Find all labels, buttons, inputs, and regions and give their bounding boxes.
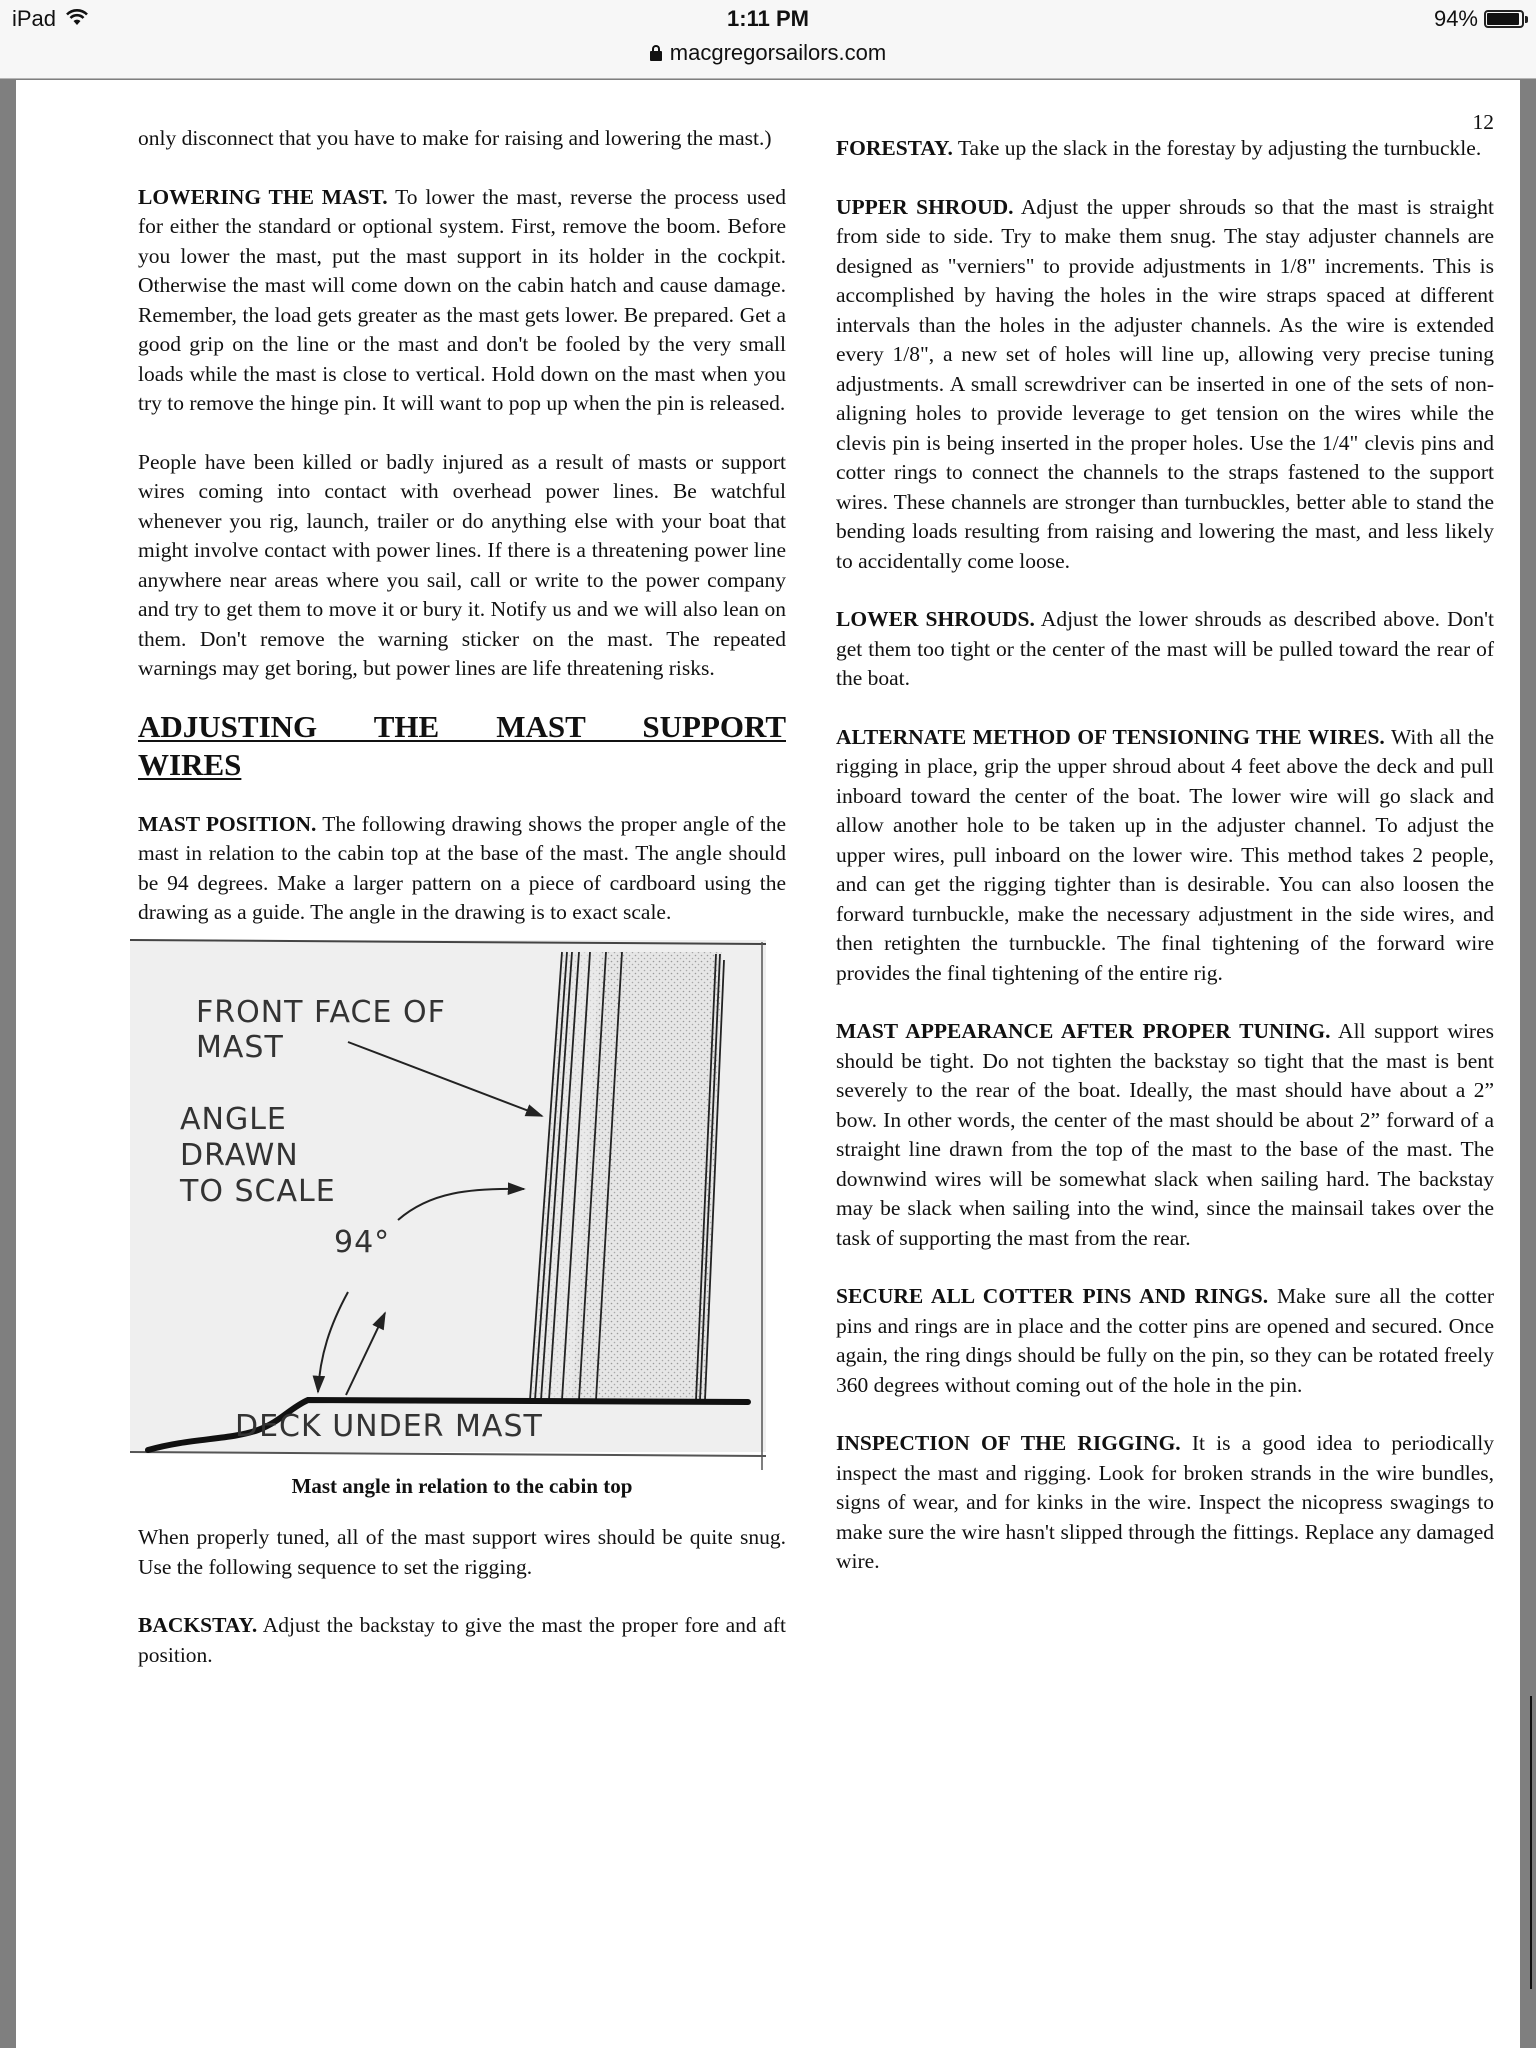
paragraph-title: INSPECTION OF THE RIGGING. [836, 1431, 1181, 1455]
paragraph-title: ALTERNATE METHOD OF TENSIONING THE WIRES. [836, 724, 1385, 749]
battery-percent: 94% [1433, 6, 1478, 31]
figure-label-deck: DECK UNDER MAST [235, 1408, 543, 1444]
section-heading: ADJUSTING THE MAST SUPPORT WIRES [138, 708, 786, 782]
page-number: 12 [1472, 110, 1494, 134]
paragraph-inspection: INSPECTION OF THE RIGGING. It is a good idea to periodically inspect the mast and rigging. Look for broken strands in the wire bundles, signs of wear, and for kinks in the wire. Inspect the nicopress swagings to make sure the wire hasn't slipped through the fittings. Replace any damaged wire. [836, 1431, 1495, 1573]
paragraph-title: LOWER SHROUDS. [836, 607, 1035, 631]
right-column [836, 110, 1494, 1606]
paragraph-alternate-method: ALTERNATE METHOD OF TENSIONING THE WIRES. With all the rigging in place, grip the upper shroud about 4 feet above the deck and pull inboard toward the center of the boat. The lower wire will go slack and allow another hole to be taken up in the adjuster channel. To adjust the upper wires, pull inboard on the lower wire. This method takes 2 people, and can get the rigging tighter than is desirable. You can also loosen the forward turnbuckle, make the necessary adjustment in the side wires, and then retighten the turnbuckle. The final tightening of the forward wire provides the final tightening of the entire rig. [836, 724, 1494, 985]
paragraph-secure-cotter-pins: SECURE ALL COTTER PINS AND RINGS. Make sure all the cotter pins and rings are in place and the cotter pins are opened and secured. Once again, the ring dings should be fully on the pin, so they can be rotated freely 360 degrees without coming out of the hole in the pin. [836, 1284, 1494, 1397]
mast-angle-diagram [130, 930, 766, 1470]
figure-label-drawn: DRAWN [180, 1137, 299, 1173]
status-bar-right [1434, 6, 1524, 32]
address-bar[interactable] [0, 40, 1536, 66]
paragraph-properly-tuned: When properly tuned, all of the mast support wires should be quite snug. Use the following sequence to set the rigging. [138, 1525, 786, 1579]
document-page[interactable] [16, 80, 1520, 2048]
paragraph-title: MAST POSITION. [138, 811, 317, 836]
paragraph-backstay: BACKSTAY. Adjust the backstay to give the mast the proper fore and aft position. [138, 1613, 786, 1667]
figure-label-mast: MAST [196, 1029, 284, 1065]
paragraph-lowering-the-mast: LOWERING THE MAST. To lower the mast, reverse the process used for either the standard or optional system. First, remove the boom. Before you lower the mast, put the mast support in its holder in the cockpit. Otherwise the mast will come down on the cabin hatch and cause damage. Remember, the load gets greater as the mast gets lower. Be prepared. Get a good grip on the line or the mast and don't be fooled by the very small loads while the mast is close to vertical. Hold down on the mast when you try to remove the hinge pin. It will want to pop up when the pin is released. [138, 184, 786, 415]
figure-label-angle: ANGLE [180, 1101, 287, 1137]
safari-chrome [0, 0, 1536, 79]
page-edge-rule [1530, 1696, 1532, 1989]
figure-label-to-scale: TO SCALE [180, 1173, 336, 1209]
figure-label-front-face: FRONT FACE OF [196, 994, 446, 1030]
figure-label-degrees: 94° [334, 1224, 391, 1260]
url-text[interactable]: macgregorsailors.com [669, 40, 887, 65]
figure-caption: Mast angle in relation to the cabin top [291, 1473, 633, 1498]
paragraph-lower-shrouds: LOWER SHROUDS. Adjust the lower shrouds as described above. Don't get them too tight or the center of the mast will be pulled toward the rear of the boat. [836, 607, 1494, 690]
paragraph-forestay: FORESTAY. Take up the slack in the forestay by adjusting the turnbuckle. [836, 136, 1482, 160]
paragraph-mast-appearance: MAST APPEARANCE AFTER PROPER TUNING. All support wires should be tight. Do not tighten the backstay so tight that the mast is bent severely to the rear of the boat. Ideally, the mast should have about a 2” bow. In other words, the center of the mast should be about 2” forward of a straight line drawn from the top of the mast to the base of the mast. The downwind wires will be somewhat slack when sailing hard. The backstay may be slack when sailing into the wind, since the mainsail takes over the task of supporting the mast from the rear. [836, 1019, 1494, 1250]
status-bar-time: 1:11 PM [727, 6, 809, 31]
paragraph-power-line-warning: People have been killed or badly injured as a result of masts or support wires coming into contact with overhead power lines. Be watchful whenever you rig, launch, trailer or do anything else with your boat that might involve contact with power lines. If there is a threatening power line anywhere near areas where you sail, call or write to the power company and try to get them to move it or bury it. Notify us and we will also lean on them. Don't remove the warning sticker on the mast. The repeated warnings may get boring, but power lines are life threatening risks. [138, 449, 786, 680]
paragraph-continuation: only disconnect that you have to make for raising and lowering the mast.) [138, 126, 772, 150]
paragraph-title: LOWERING THE MAST. [138, 184, 388, 209]
paragraph-mast-position: MAST POSITION. The following drawing shows the proper angle of the mast in relation to the cabin top at the base of the mast. The angle should be 94 degrees. Make a larger pattern on a piece of cardboard using the drawing as a guide. The angle in the drawing is to exact scale. [138, 811, 786, 924]
left-column [138, 124, 786, 1699]
paragraph-title: SECURE ALL COTTER PINS AND RINGS. [836, 1284, 1269, 1308]
paragraph-title: FORESTAY. [836, 136, 953, 160]
paragraph-title: UPPER SHROUD. [836, 194, 1014, 219]
battery-icon [1484, 10, 1524, 28]
device-name: iPad [12, 6, 57, 31]
lock-icon [650, 45, 662, 61]
paragraph-title: MAST APPEARANCE AFTER PROPER TUNING. [836, 1019, 1331, 1043]
paragraph-upper-shroud: UPPER SHROUD. Adjust the upper shrouds so that the mast is straight from side to side. Try to make them snug. The stay adjuster channels are designed as "verniers" to provide adjustments in 1/8" increments. This is accomplished by having the holes in the wire straps spaced at different intervals than the holes in the adjuster channels. As the wire is extended every 1/8", a new set of holes will line up, allowing very precise tuning adjustments. A small screwdriver can be inserted in one of the sets of non-aligning holes to provide leverage to get tension on the wires while the clevis pin is being inserted in the proper holes. Use the 1/4" clevis pins and cotter rings to connect the channels to the straps fastened to the support wires. These channels are stronger than turnbuckles, better able to stand the bending loads resulting from raising and lowering the mast, and less likely to accidentally come loose. [836, 194, 1494, 573]
paragraph-title: BACKSTAY. [138, 1613, 258, 1637]
